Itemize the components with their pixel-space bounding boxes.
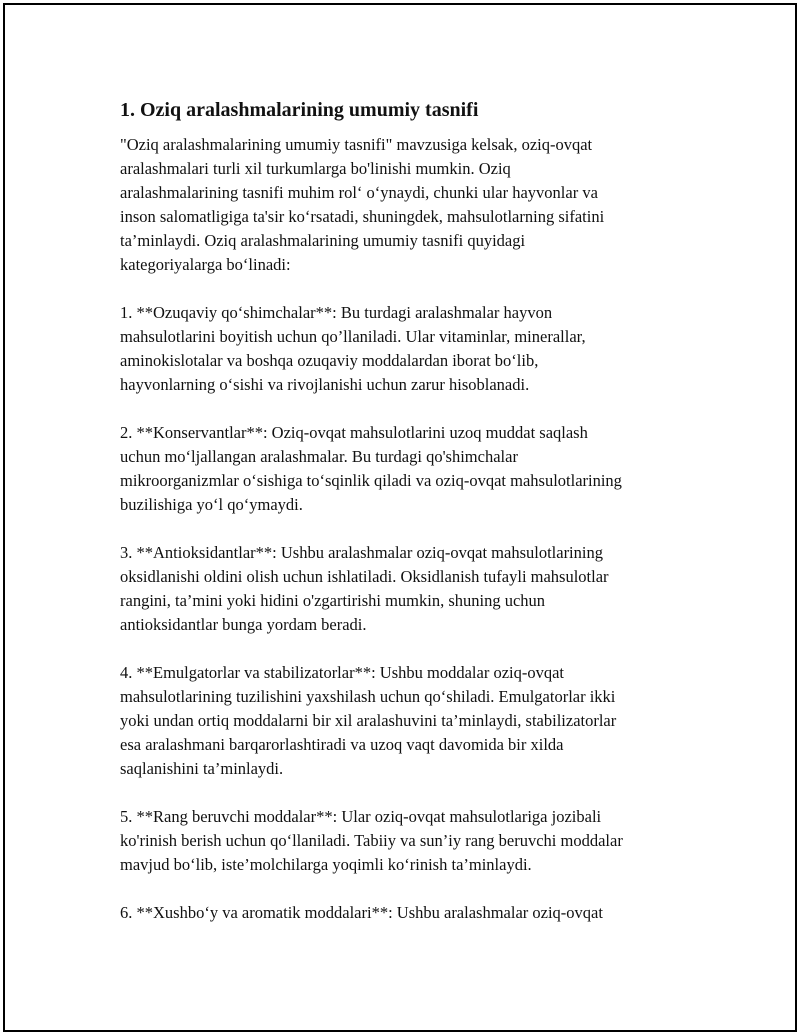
document-content xyxy=(120,97,690,949)
list-item-paragraph xyxy=(120,661,690,781)
text-line: saqlanishini ta’minlaydi. xyxy=(120,759,284,778)
intro-paragraph xyxy=(120,133,690,277)
text-line: aminokislotalar va boshqa ozuqaviy moddalardan iborat bo‘lib, xyxy=(120,351,539,370)
text-line: buzilishiga yo‘l qo‘ymaydi. xyxy=(120,495,303,514)
text-line: hayvonlarning o‘sishi va rivojlanishi uchun zarur hisoblanadi. xyxy=(120,375,530,394)
text-line: inson salomatligiga ta'sir ko‘rsatadi, shuningdek, mahsulotlarning sifatini xyxy=(120,207,605,226)
text-line: 4. **Emulgatorlar va stabilizatorlar**: Ushbu moddalar oziq-ovqat xyxy=(120,663,565,682)
list-item-paragraph xyxy=(120,805,690,877)
list-item-paragraph xyxy=(120,541,690,637)
text-line: "Oziq aralashmalarining umumiy tasnifi" mavzusiga kelsak, oziq-ovqat xyxy=(120,135,593,154)
text-line: mikroorganizmlar o‘sishiga to‘sqinlik qiladi va oziq-ovqat mahsulotlarining xyxy=(120,471,622,490)
list-item-paragraph xyxy=(120,301,690,397)
text-line: aralashmalari turli xil turkumlarga bo'linishi mumkin. Oziq xyxy=(120,159,511,178)
section-heading: 1. Oziq aralashmalarining umumiy tasnifi xyxy=(120,99,479,121)
text-line: uchun mo‘ljallangan aralashmalar. Bu turdagi qo'shimchalar xyxy=(120,447,518,466)
text-line: 2. **Konservantlar**: Oziq-ovqat mahsulotlarini uzoq muddat saqlash xyxy=(120,423,588,442)
text-line: 6. **Xushbo‘y va aromatik moddalari**: Ushbu aralashmalar oziq-ovqat xyxy=(120,903,603,922)
text-line: kategoriyalarga bo‘linadi: xyxy=(120,255,291,274)
document-page xyxy=(3,3,797,1032)
text-line: esa aralashmani barqarorlashtiradi va uzoq vaqt davomida bir xilda xyxy=(120,735,564,754)
text-line: antioksidantlar bunga yordam beradi. xyxy=(120,615,367,634)
text-line: rangini, ta’mini yoki hidini o'zgartirishi mumkin, shuning uchun xyxy=(120,591,546,610)
text-line: ko'rinish berish uchun qo‘llaniladi. Tabiiy va sun’iy rang beruvchi moddalar xyxy=(120,831,623,850)
text-line: mavjud bo‘lib, iste’molchilarga yoqimli ko‘rinish ta’minlaydi. xyxy=(120,855,532,874)
text-line: 1. **Ozuqaviy qo‘shimchalar**: Bu turdagi aralashmalar hayvon xyxy=(120,303,553,322)
list-item-paragraph xyxy=(120,421,690,517)
text-line: oksidlanishi oldini olish uchun ishlatiladi. Oksidlanish tufayli mahsulotlar xyxy=(120,567,609,586)
text-line: mahsulotlarini boyitish uchun qo’llaniladi. Ular vitaminlar, minerallar, xyxy=(120,327,586,346)
text-line: ta’minlaydi. Oziq aralashmalarining umumiy tasnifi quyidagi xyxy=(120,231,526,250)
paragraph-list xyxy=(120,133,690,925)
text-line: yoki undan ortiq moddalarni bir xil aralashuvini ta’minlaydi, stabilizatorlar xyxy=(120,711,617,730)
text-line: 5. **Rang beruvchi moddalar**: Ular oziq-ovqat mahsulotlariga jozibali xyxy=(120,807,602,826)
list-item-paragraph xyxy=(120,901,690,925)
text-line: mahsulotlarining tuzilishini yaxshilash uchun qo‘shiladi. Emulgatorlar ikki xyxy=(120,687,616,706)
text-line: 3. **Antioksidantlar**: Ushbu aralashmalar oziq-ovqat mahsulotlarining xyxy=(120,543,603,562)
text-line: aralashmalarining tasnifi muhim rol‘ o‘ynaydi, chunki ular hayvonlar va xyxy=(120,183,598,202)
